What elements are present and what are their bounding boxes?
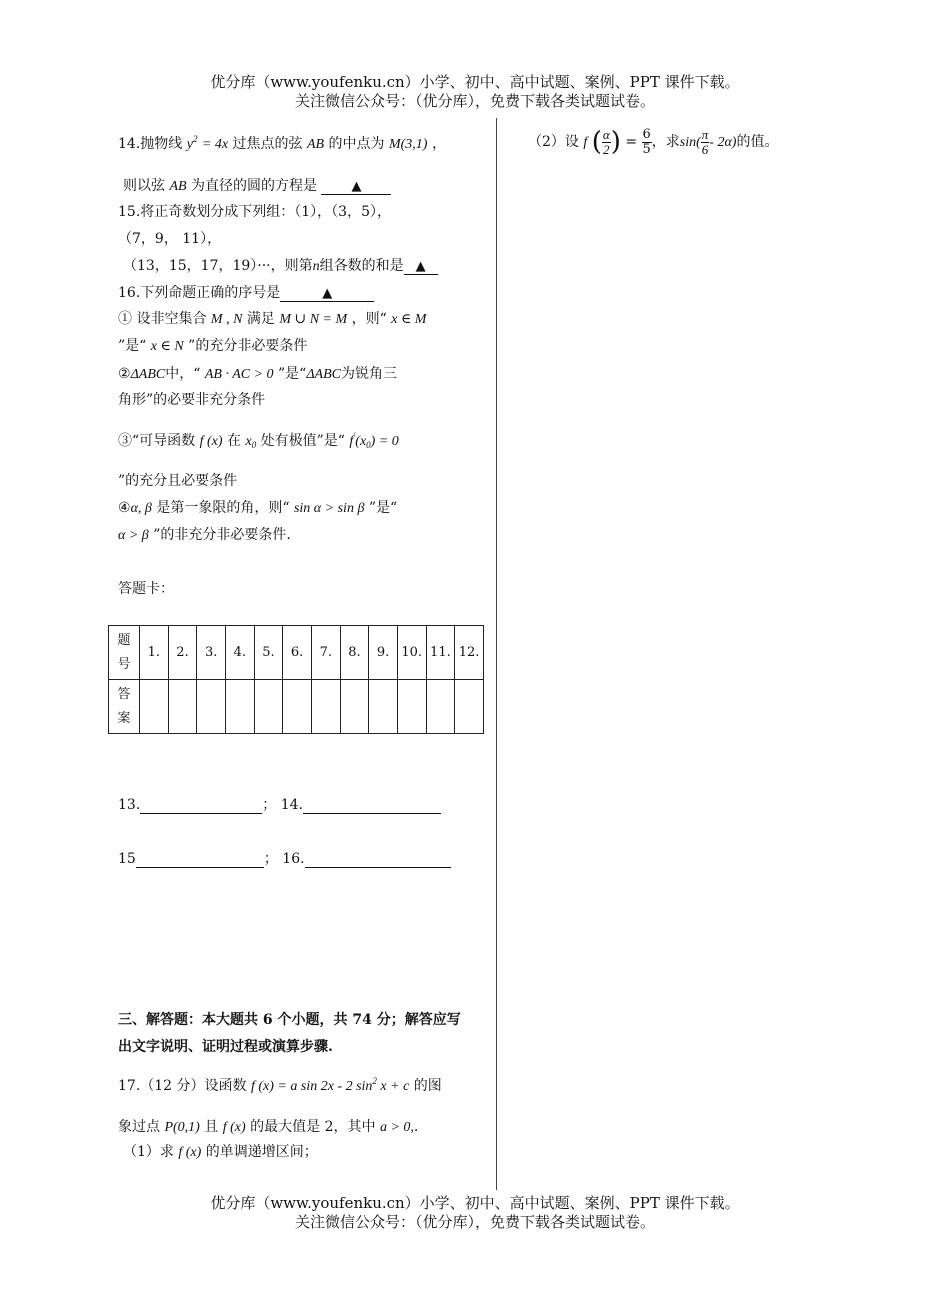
q16-p6: ”的充分且必要条件 xyxy=(118,473,238,489)
q-number-cell: 11. xyxy=(426,626,455,680)
part2-text-a: （2）设 xyxy=(528,134,579,150)
q-number-cell: 3. xyxy=(197,626,226,680)
part2-pi: π xyxy=(701,126,709,142)
q16-p7-b: 是第一象限的角，则“ xyxy=(156,500,290,516)
answer-cell[interactable] xyxy=(254,680,283,734)
section3-line-1: 三、解答题：本大题共 6 个小题，共 74 分；解答应写 xyxy=(118,1012,461,1028)
fill-13-blank[interactable] xyxy=(140,797,262,814)
q14-ab-2: AB xyxy=(169,179,187,194)
q14-midpoint: M(3,1) xyxy=(388,137,428,152)
q16-p3-a: ② xyxy=(118,366,131,382)
q16-p1-mn: M , N xyxy=(210,312,243,327)
fill-16-label: 16. xyxy=(282,851,305,867)
q16-p3-d: 为锐角三 xyxy=(341,366,397,382)
q17-text-b: 的图 xyxy=(413,1078,442,1094)
q17-line-3 xyxy=(123,1141,318,1161)
q17-l2-c: 的最大值是 2，其中 xyxy=(250,1119,376,1135)
part2-text-c: 的值。 xyxy=(736,134,779,150)
q17-l2-d: . xyxy=(413,1119,419,1135)
q14-y2: $y^2$ xyxy=(186,134,198,152)
q14-text-c: 的中点为 xyxy=(328,136,385,152)
q16-p1-c: ，则“ xyxy=(351,311,387,327)
part2-f: f xyxy=(583,135,588,150)
q17-cond: a > 0, xyxy=(379,1120,414,1135)
q16-p5-c: 处有极值”是“ xyxy=(260,433,345,449)
answer-cell[interactable] xyxy=(369,680,398,734)
q16-answer-blank xyxy=(280,285,374,302)
q15-line-2: （7，9， 11）， xyxy=(118,231,222,247)
answer-card-table xyxy=(108,625,484,734)
q16-p1-x: x ∈ M xyxy=(391,312,427,327)
q14-line-2 xyxy=(123,175,391,195)
q15-line-1: 15.将正奇数划分成下列组：（1），（3，5）， xyxy=(118,204,391,220)
footer-line-1: 优分库（www.youfenku.cn）小学、初中、高中试题、案例、PPT 课件下载。 xyxy=(210,1194,740,1212)
page-header xyxy=(0,73,950,111)
q-number-cell: 9. xyxy=(369,626,398,680)
q16-p3-triangle: ΔABC xyxy=(130,367,166,382)
q16-p8-b: ”的非充分非必要条件. xyxy=(153,527,291,543)
part2-lparen: ( xyxy=(591,127,602,157)
row-head-answer-1: 答 xyxy=(117,686,131,702)
answer-cell[interactable] xyxy=(168,680,197,734)
q16-title-text: 16.下列命题正确的序号是 xyxy=(118,285,281,301)
fill-14-label: 14. xyxy=(280,797,303,813)
answer-cell[interactable] xyxy=(426,680,455,734)
q14-eq: = 4x xyxy=(201,137,229,152)
q16-p3-b: 中，“ xyxy=(165,366,201,382)
part2-rparen: ) xyxy=(610,127,621,157)
row-head-answer-2: 案 xyxy=(117,710,131,726)
q16-p5-x0 xyxy=(245,434,256,449)
row-head-answer xyxy=(109,680,140,734)
q16-p1-eq: M ∪ N = M xyxy=(279,312,348,327)
q17-fx: f (x) xyxy=(222,1120,246,1135)
q14-triangle: ▲ xyxy=(351,179,362,194)
q16-p3-triangle-2: ΔABC xyxy=(306,367,341,382)
q16-p5-f: f (x) xyxy=(199,434,223,449)
q16-triangle: ▲ xyxy=(322,286,333,301)
answer-card-row-number xyxy=(109,626,484,680)
q15-answer-blank xyxy=(404,258,438,275)
q16-p5-b: 在 xyxy=(227,433,242,449)
q16-p3-c: ”是“ xyxy=(278,366,307,382)
q16-p5-deriv-sub: 0 xyxy=(366,440,371,450)
q16-p7-sin: sin α > sin β xyxy=(293,501,365,516)
q16-p7-a: ④ xyxy=(118,500,131,516)
fill-15-blank[interactable] xyxy=(136,851,264,868)
q15-n: n xyxy=(312,259,320,274)
q17-point: P(0,1) xyxy=(164,1120,200,1135)
fill-16-blank[interactable] xyxy=(305,851,451,868)
part2-two: 2 xyxy=(603,141,610,157)
q16-p7-c: ”是“ xyxy=(368,500,398,516)
fill-14-blank[interactable] xyxy=(303,797,441,814)
q16-p8-a: α > β xyxy=(118,528,149,543)
q16-p5-x: x xyxy=(245,434,252,449)
part2-minus: - 2α) xyxy=(709,135,737,150)
q14-line2-b: 为直径的圆的方程是 xyxy=(191,178,318,194)
q-number-cell: 6. xyxy=(283,626,312,680)
answer-cell[interactable] xyxy=(455,680,484,734)
q16-title xyxy=(118,282,374,302)
answer-cell[interactable] xyxy=(283,680,312,734)
q-number-cell: 7. xyxy=(311,626,340,680)
fill-15-label: 15 xyxy=(118,851,136,867)
fill-sep-2: ； xyxy=(263,851,278,867)
q17-l3-a: （1）求 xyxy=(123,1144,174,1160)
q14-ab: AB xyxy=(306,137,325,152)
q16-p2-x: x ∈ N xyxy=(150,339,184,354)
answer-cell[interactable] xyxy=(311,680,340,734)
answer-cell[interactable] xyxy=(340,680,369,734)
answer-cell[interactable] xyxy=(140,680,169,734)
q17-fx-2: f (x) xyxy=(178,1145,202,1160)
part2-eq: = xyxy=(625,134,638,150)
q16-p8 xyxy=(118,524,291,544)
q14-text-b: 过焦点的弦 xyxy=(232,136,303,152)
q16-p7 xyxy=(118,497,397,517)
part2-frac-65 xyxy=(642,128,652,157)
q-number-cell: 4. xyxy=(225,626,254,680)
q17-l2-a: 象过点 xyxy=(118,1119,160,1135)
q14-line2-a: 则以弦 xyxy=(123,178,165,194)
q16-p4: 角形”的必要非充分条件 xyxy=(118,392,266,408)
section3-line-2: 出文字说明、证明过程或演算步骤. xyxy=(118,1039,333,1055)
q16-p5-deriv: $f'(x_0) = 0$ xyxy=(349,431,399,450)
q16-p2-b: ”的充分非必要条件 xyxy=(188,338,308,354)
q-number-cell: 8. xyxy=(340,626,369,680)
q15-line3-b: 组各数的和是 xyxy=(319,258,404,274)
answer-card-label: 答题卡： xyxy=(118,581,174,597)
q16-p5-d: = 0 xyxy=(378,434,399,449)
q16-p5-a: ③“可导函数 xyxy=(118,433,196,449)
q14-line-1 xyxy=(118,133,446,153)
answer-cell[interactable] xyxy=(197,680,226,734)
row-head-number-2: 号 xyxy=(117,656,131,672)
part2-six: 6 xyxy=(642,126,651,142)
header-line-1: 优分库（www.youfenku.cn）小学、初中、高中试题、案例、PPT 课件下载。 xyxy=(210,73,740,91)
part2-alpha: α xyxy=(602,126,610,142)
part2-six2: 6 xyxy=(701,141,709,157)
q16-p2-a: ”是“ xyxy=(118,338,147,354)
part2-five: 5 xyxy=(642,141,651,157)
q14-text-a: 14.抛物线 xyxy=(118,136,183,152)
q16-p3-expr: AB · AC > 0 xyxy=(204,367,274,382)
q17-l2-b: 且 xyxy=(204,1119,219,1135)
answer-cell[interactable] xyxy=(225,680,254,734)
q16-p3 xyxy=(118,363,397,383)
q16-p5 xyxy=(118,430,399,450)
fill-13-label: 13. xyxy=(118,797,141,813)
q-number-cell: 5. xyxy=(254,626,283,680)
answer-card-row-answer xyxy=(109,680,484,734)
q-number-cell: 2. xyxy=(168,626,197,680)
q17-text-a: 17.（12 分）设函数 xyxy=(118,1078,247,1094)
q14-answer-blank xyxy=(321,178,391,195)
footer-line-2: 关注微信公众号：（优分库），免费下载各类试题试卷。 xyxy=(294,1213,655,1231)
column-divider xyxy=(496,118,497,1190)
fill-line-13-14 xyxy=(118,794,441,814)
q17-part2 xyxy=(528,122,778,163)
q-number-cell: 12. xyxy=(455,626,484,680)
q-number-cell: 1. xyxy=(140,626,169,680)
q17-sq: 2 xyxy=(372,1076,377,1086)
part2-text-b: ，求 xyxy=(651,134,680,150)
row-head-number-1: 题 xyxy=(117,632,131,648)
header-line-2: 关注微信公众号：（优分库），免费下载各类试题试卷。 xyxy=(294,92,655,110)
q15-triangle: ▲ xyxy=(415,259,426,274)
q17-f: f (x) = a sin 2x - 2 sin xyxy=(250,1079,373,1094)
q16-p1-a: ① 设非空集合 xyxy=(118,311,207,327)
q16-p1-b: 满足 xyxy=(246,311,275,327)
q-number-cell: 10. xyxy=(397,626,426,680)
q17-l3-b: 的单调递增区间； xyxy=(205,1144,318,1160)
q16-p1 xyxy=(118,308,426,328)
answer-cell[interactable] xyxy=(397,680,426,734)
q14-text-d: ， xyxy=(431,136,446,152)
fill-line-15-16 xyxy=(118,848,451,868)
q16-p2 xyxy=(118,335,307,355)
q15-line-3 xyxy=(123,255,438,275)
part2-sin: sin( xyxy=(679,135,701,150)
q16-p5-x0-sub: 0 xyxy=(251,440,257,450)
part2-frac-alpha xyxy=(602,128,611,157)
q17-line-1 xyxy=(118,1075,442,1095)
q15-line3-a: （13，15，17，19）···，则第 xyxy=(123,258,313,274)
q17-function xyxy=(250,1076,410,1094)
q16-p7-ab: α, β xyxy=(130,501,152,516)
fill-sep-1: ； xyxy=(262,797,277,813)
row-head-number xyxy=(109,626,140,680)
page-footer xyxy=(0,1194,950,1232)
q17-f2: x + c xyxy=(380,1079,410,1094)
q17-line-2 xyxy=(118,1116,418,1136)
